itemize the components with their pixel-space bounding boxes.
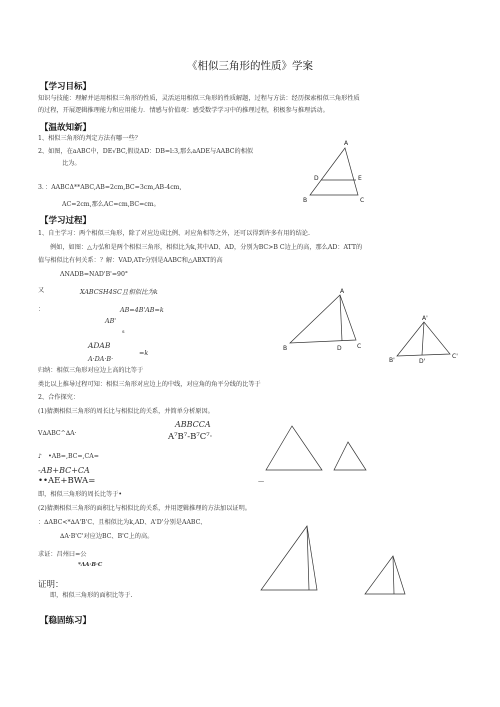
process-p8: ADAB	[88, 341, 111, 350]
process-p9-k: =k	[139, 349, 149, 357]
process-p6-b: AB=4B'AB=k	[120, 306, 164, 314]
process-p13: (1)猜测相似三角形的周长比与相似比的关系，并简单分析原因。	[38, 408, 214, 415]
section-process: 【学习过程】	[40, 216, 92, 226]
triangle-area-small	[365, 556, 405, 594]
label-e: E	[358, 175, 362, 182]
process-p7: AB'	[105, 317, 117, 325]
process-p17-a: ••AE+BWA=	[38, 476, 96, 486]
triangle-abc-large	[290, 295, 356, 343]
process-p6-a: ：	[38, 306, 45, 313]
similar-triangles-figure-perimeter	[262, 418, 372, 478]
fig2-label-b: B	[283, 345, 288, 352]
process-p14-a: V∆ABC^∆A·	[38, 430, 77, 437]
fig2-label-b2: B'	[389, 357, 395, 364]
fig2-label-a2: A'	[422, 315, 428, 322]
process-p10: 归纳：相似三角形对应边上高的比等于	[38, 367, 144, 374]
process-p14-b: ABBCCA	[175, 420, 211, 429]
label-b: B	[303, 197, 308, 204]
process-p1: 1、自主学习：两个相似三角形，除了对应边成比例、对应角相等之外，还可以得到许多有用的结论.	[38, 230, 310, 237]
triangle-figure-ade-abc	[300, 140, 370, 205]
review-q1: 1、相似三角形的判定方法有哪一些？	[38, 135, 141, 142]
process-p5-a: 又	[38, 287, 45, 294]
section-goals: 【学习目标】	[40, 82, 92, 92]
process-p15: ♪ •AB=,BC=,CA=	[38, 453, 99, 460]
process-p24: 证明：	[38, 580, 64, 590]
fig2-label-c2: C'	[452, 353, 458, 360]
process-p5-b: XABCSH4SC且相似比为k	[80, 288, 158, 296]
review-q3-b: AC=2cm,那么AC=cm,BC=cm。	[62, 201, 160, 208]
process-p2: 例如，如图：△力弘和是两个相似三角形，相似比为k,其中AD、AD，分别为BC>B C边上的高，那么AD：ATT的	[50, 244, 363, 251]
process-p19: (2)猜测相似三角形的面积比与相似比的关系，并用逻辑推理的方法加以证明。	[38, 505, 251, 512]
process-p21: ∆A·B'C'对应边BC、B'C上的高。	[60, 533, 154, 540]
triangle-perimeter-small	[334, 442, 366, 470]
review-q2-a: 2、如图，在aABC中，DE√BC,假设AD：DB=l:3,那么aADE与AABC的相似	[38, 148, 254, 155]
goals-line-1: 知识与技能：理解并运用相似三角形的性质，灵活运用相似三角形的性质解题，过程与方法：经历探索相似三角形性质	[38, 95, 360, 102]
section-review: 【温故知新】	[40, 123, 92, 133]
process-p9: A·DA·B·	[88, 355, 114, 363]
page-title: 《相似三角形的性质》学案	[187, 60, 313, 72]
review-q3-a: 3．：AABCΔ**ABC,AB=2cm,BC=3cm,AB-4cm,	[38, 184, 182, 191]
process-p25: 即，相似三角形的面积比等于.	[50, 592, 133, 599]
triangle-perimeter-large	[266, 426, 322, 470]
process-p12: 2、合作探究：	[38, 394, 80, 401]
height-a2d2	[422, 322, 424, 355]
review-q2-b: 比为。	[62, 160, 81, 167]
height-area-small	[393, 556, 394, 594]
label-a: A	[344, 140, 349, 147]
fig2-label-a: A	[340, 288, 345, 295]
label-c: C	[360, 197, 365, 204]
goals-line-2: 的过程，开展逻辑推理能力和应用能力．情感与价值观：感受数学学习中的推理过程，积极参与推理活动。	[38, 107, 329, 114]
process-p11: 类比以上推导过程可知：相似三角形对应边上的中线，对应角的角平分线的比等于	[38, 381, 261, 388]
process-p17-b: —	[258, 478, 265, 485]
height-ad	[340, 295, 342, 341]
process-p14-c: A⁷B⁷-B⁷C⁷·	[168, 432, 213, 442]
section-practice: 【稳固练习】	[40, 616, 92, 626]
fig2-label-d2: D'	[419, 358, 426, 365]
process-p7-s: s	[122, 329, 125, 335]
label-d: D	[314, 175, 319, 182]
similar-triangles-figure-heights	[282, 290, 472, 365]
process-p4: ΛNADB=NAD'B'=90°	[60, 271, 128, 278]
process-p3: 值与相似比有何关系：？解：VAD,ATr分别是AABC和△ABXT的高	[38, 257, 223, 264]
fig2-label-d: D	[337, 345, 342, 352]
process-p22: 求证：昌州曰=公	[38, 551, 87, 558]
process-p23: *ΛA·B·C	[78, 562, 103, 568]
process-p18: 即，相似三角形的周长比等于•	[38, 491, 123, 498]
fig2-label-c: C	[357, 343, 362, 350]
process-p20: ：∆ABC<*∆A'B'C、且相似比为k,AD、A'D'分别是AABC、	[38, 519, 207, 526]
process-p16: -AB+BC+CA	[38, 466, 90, 475]
triangle-abc-outline	[310, 148, 358, 195]
similar-triangles-figure-area	[255, 522, 435, 602]
